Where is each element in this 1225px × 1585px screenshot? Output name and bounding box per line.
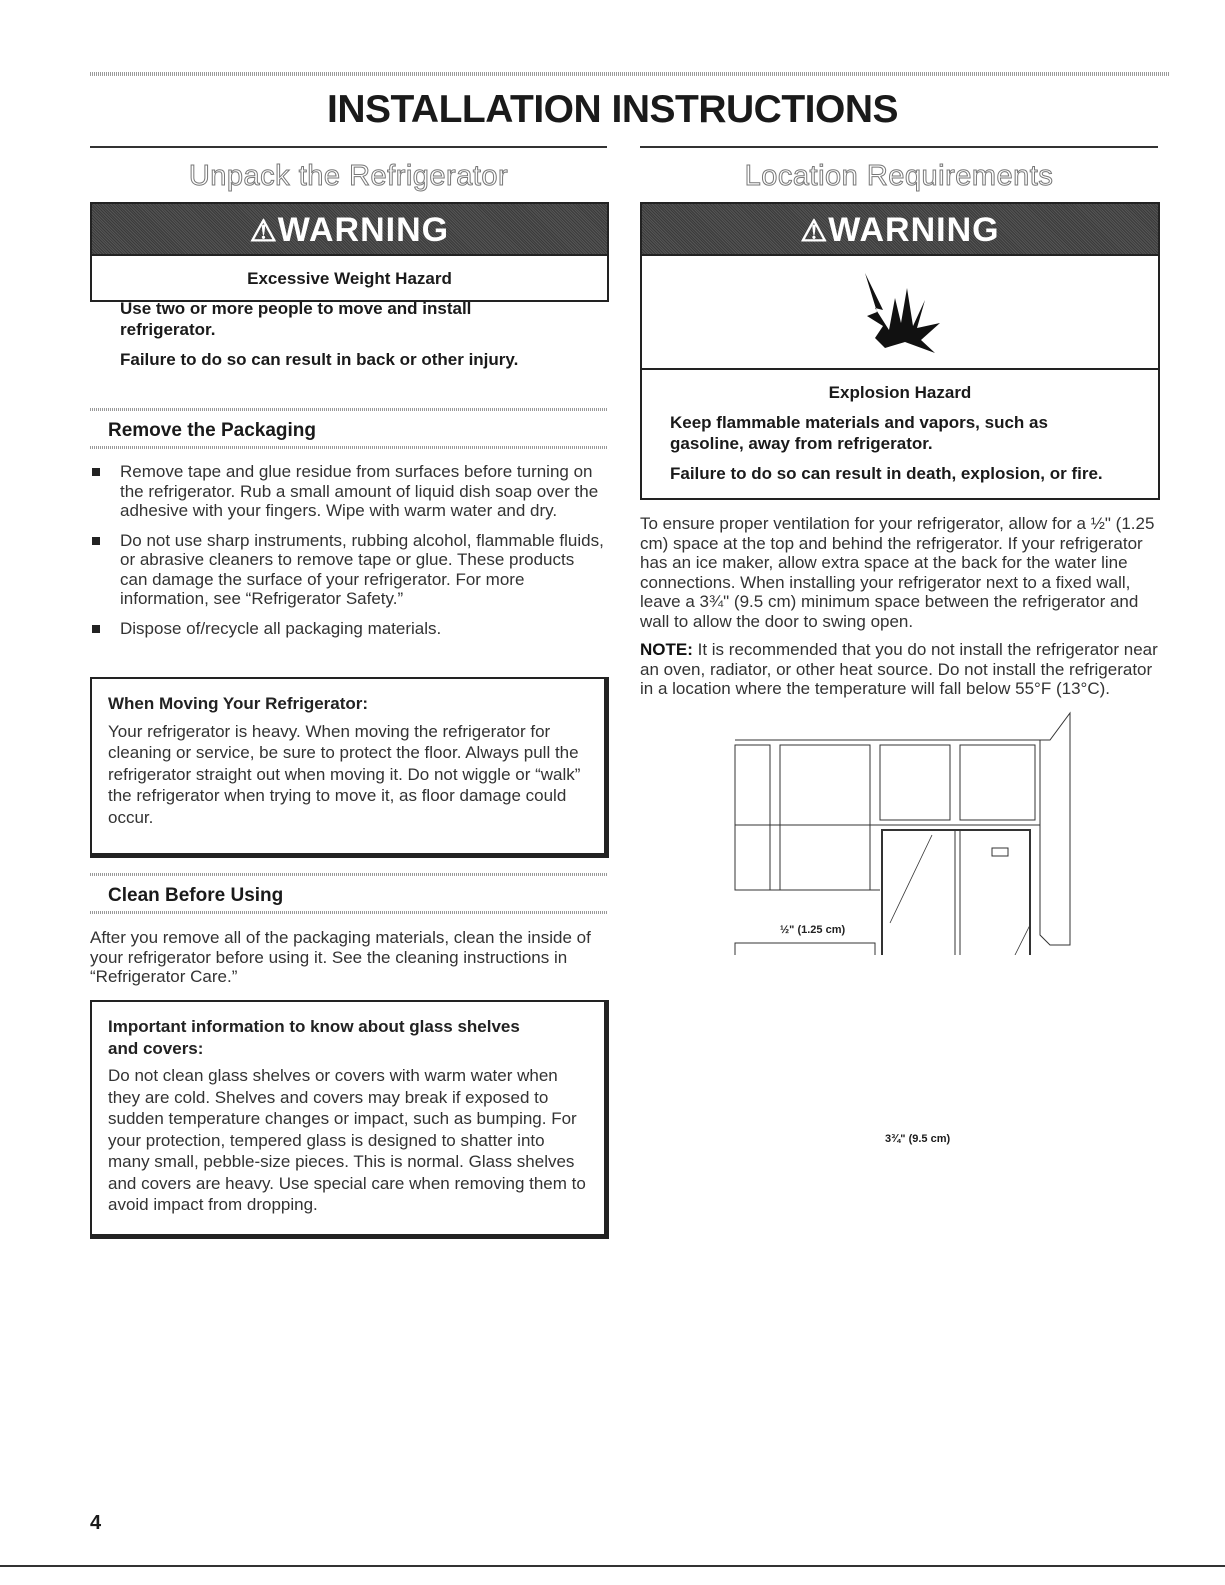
side-clearance-label: 3¾" (9.5 cm) (885, 1133, 951, 1145)
glass-box-heading: Important information to know about glass shelves and covers: (108, 1017, 520, 1058)
bullet-icon (92, 537, 100, 545)
weight-warning-box (90, 202, 609, 369)
packaging-bullet-list (90, 462, 605, 648)
moving-box-heading: When Moving Your Refrigerator: (108, 694, 369, 713)
page-title: INSTALLATION INSTRUCTIONS (326, 88, 898, 131)
warning-triangle-icon: ⚠ (800, 215, 829, 248)
dotted-rule (90, 408, 607, 411)
dotted-rule (90, 446, 607, 449)
note-paragraph: NOTE: It is recommended that you do not install the refrigerator near an oven, radiator, or other heat source. Do not install the refrigerator in a location where the temperature will fall below 55°F (13°C). (640, 640, 1158, 698)
clearance-diagram (730, 705, 1080, 955)
warning-triangle-icon: ⚠ (249, 215, 278, 248)
top-dotted-rule (90, 72, 1170, 76)
note-label: NOTE: (640, 640, 693, 659)
explosion-symbol-area (642, 256, 1158, 370)
bottom-rule (0, 1565, 1225, 1567)
bullet-icon (92, 625, 100, 633)
moving-box-body: Your refrigerator is heavy. When moving the refrigerator for cleaning or service, be sure to protect the floor. Always pull the refrigerator straight out when moving it. Do not wiggle or “walk” the refrigerator when trying to move it, as floor damage could occur. (108, 721, 581, 827)
weight-warning-instruction: Use two or more people to move and install refrigerator. (120, 299, 472, 339)
unpack-section-title: Unpack the Refrigerator (188, 160, 509, 192)
moving-refrigerator-box (90, 677, 609, 858)
right-section-rule (640, 146, 1158, 148)
explosion-warning-consequence: Failure to do so can result in death, explosion, or fire. (670, 464, 1103, 483)
left-section-rule (90, 146, 607, 148)
dotted-rule (90, 873, 607, 876)
page-number: 4 (90, 1512, 102, 1534)
remove-packaging-heading: Remove the Packaging (108, 420, 317, 441)
list-item: Do not use sharp instruments, rubbing alcohol, flammable fluids, or abrasive cleaners to remove tape or glue. These products can damage the surface of your refrigerator. For more information, see “Refrigerator Safety.” (90, 531, 605, 609)
explosion-warning-box (640, 202, 1160, 500)
top-clearance-label: ½" (1.25 cm) (780, 924, 846, 936)
warning-header: ⚠WARNING (92, 204, 607, 256)
warning-header: ⚠WARNING (642, 204, 1158, 256)
clean-before-using-heading: Clean Before Using (108, 885, 284, 906)
glass-shelves-box (90, 1000, 609, 1239)
explosion-warning-instruction: Keep flammable materials and vapors, such as gasoline, away from refrigerator. (670, 413, 1048, 453)
list-item: Dispose of/recycle all packaging materials. (90, 619, 605, 639)
glass-box-body: Do not clean glass shelves or covers with warm water when they are cold. Shelves and covers may break if exposed to sudden temperature changes or impact, such as bumping. For your protection, tempered glass is designed to shatter into many small, pebble-size pieces. This is normal. Glass shelves and covers are heavy. Use special care when removing them to avoid impact from dropping. (108, 1066, 586, 1214)
list-item: Remove tape and glue residue from surfaces before turning on the refrigerator. Rub a small amount of liquid dish soap over the adhesive with your fingers. Wipe with warm water and dry. (90, 462, 605, 521)
weight-warning-consequence: Failure to do so can result in back or other injury. (120, 350, 519, 369)
location-section-title: Location Requirements (744, 160, 1054, 192)
explosion-hazard-title: Explosion Hazard (828, 383, 972, 402)
bullet-icon (92, 468, 100, 476)
ventilation-paragraph: To ensure proper ventilation for your refrigerator, allow for a ½" (1.25 cm) space at the top and behind the refrigerator. If your refrigerator has an ice maker, allow extra space at the back for the water line connections. When installing your refrigerator next to a fixed wall, leave a 3¾" (9.5 cm) minimum space between the refrigerator and wall to allow the door to swing open. (640, 514, 1155, 631)
clean-paragraph: After you remove all of the packaging materials, clean the inside of your refrigerator before using it. See the cleaning instructions in “Refrigerator Care.” (90, 928, 591, 986)
dotted-rule (90, 911, 607, 914)
explosion-icon (855, 268, 945, 358)
weight-hazard-title: Excessive Weight Hazard (247, 269, 452, 288)
